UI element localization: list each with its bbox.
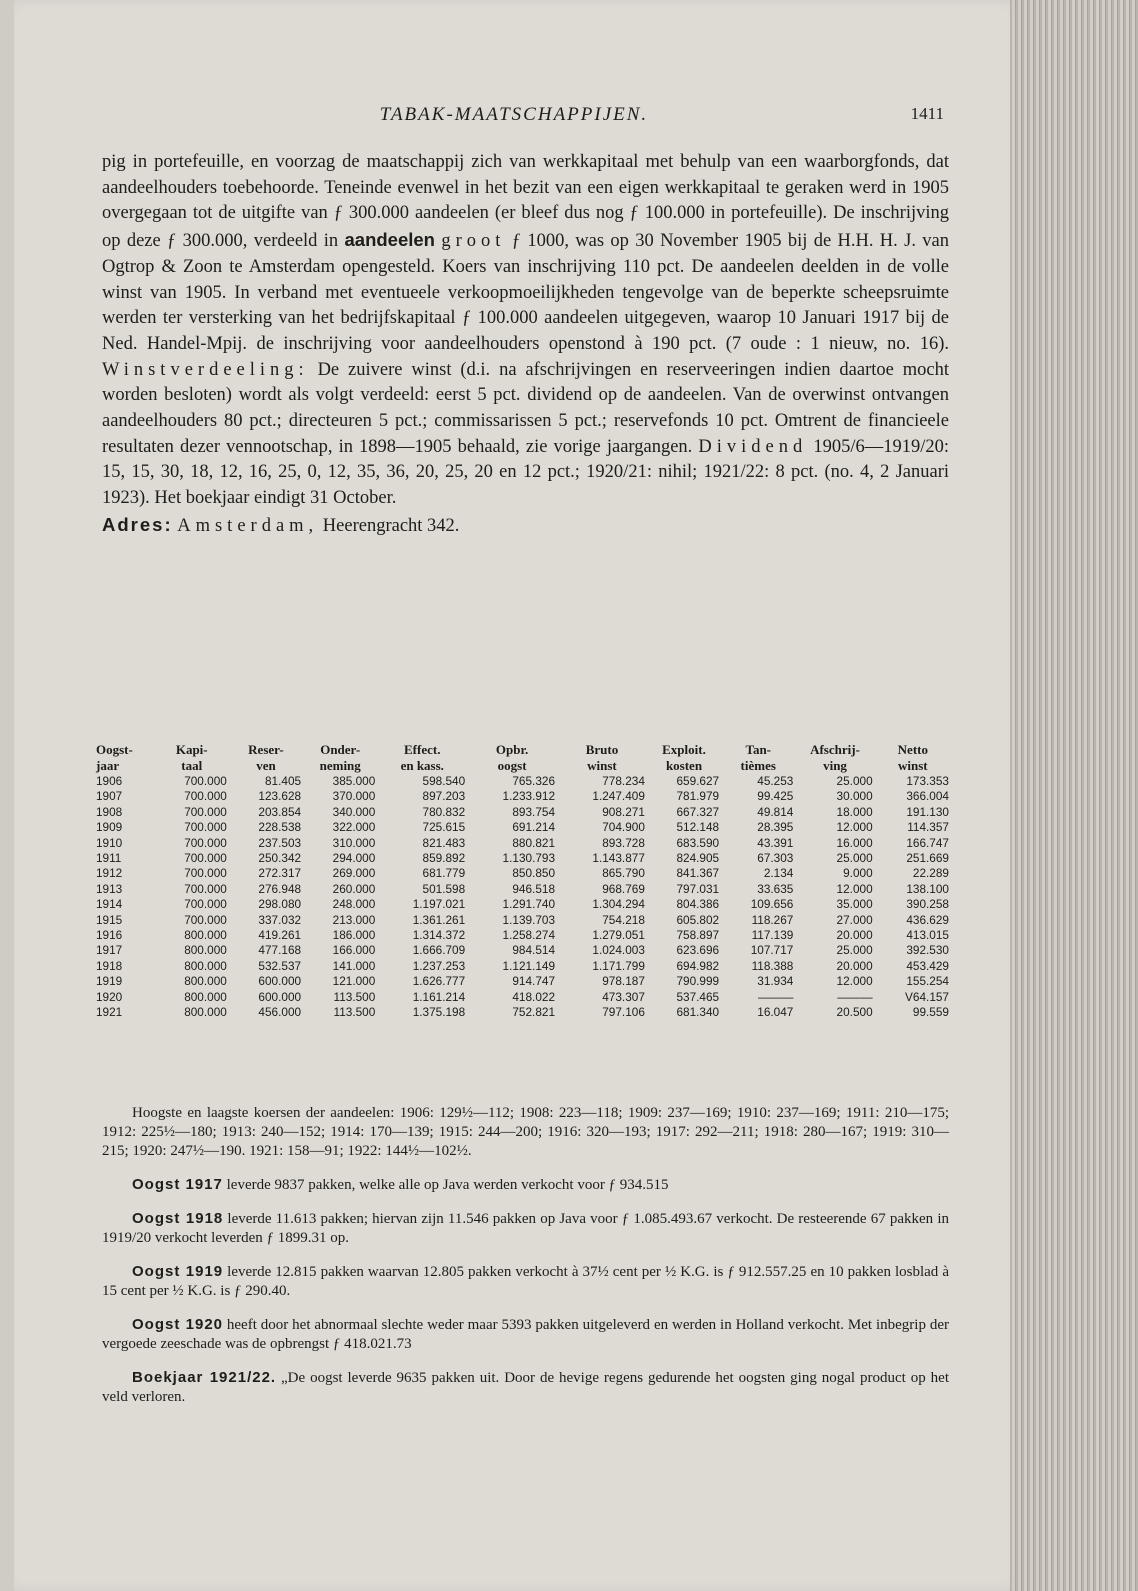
running-title: TABAK-MAATSCHAPPIJEN. bbox=[379, 104, 649, 125]
koersen-note: Hoogste en laagste koersen der aandeelen: 1906: 129½—112; 1908: 223—118; 1909: 237—169; 1910: 237—169; 1911: 210—175; 1912: 225½—180; 1913: 240—152; 1914: 170—139; 1915: 244—200; 1916: 320—193; 1917: 292—211; 1918: 280—167; 1919: 310—215; 1920: 247½—190. 1921: 158—91; 1922: 144½—102½. bbox=[102, 1105, 949, 1159]
table-cell: 294.000 bbox=[332, 851, 376, 866]
notes-section bbox=[102, 1104, 949, 1421]
col-header: Reser- bbox=[248, 742, 284, 757]
table-cell: 340.000 bbox=[332, 804, 376, 819]
table-cell: 118.267 bbox=[751, 912, 794, 927]
table-cell: 113.500 bbox=[333, 989, 376, 1004]
table-cell: 1.375.198 bbox=[412, 1005, 466, 1020]
table-cell: 758.897 bbox=[676, 928, 720, 943]
adres-label: Adres: bbox=[102, 513, 173, 535]
table-cell: 191.130 bbox=[906, 804, 949, 819]
table-cell: 683.590 bbox=[676, 835, 720, 850]
table-row bbox=[96, 1005, 951, 1020]
table-cell: V64.157 bbox=[905, 989, 949, 1004]
table-cell: 322.000 bbox=[332, 820, 376, 835]
table-cell: ——— bbox=[837, 989, 873, 1004]
table-cell: 1.121.149 bbox=[502, 958, 556, 973]
table-cell: 700.000 bbox=[184, 881, 227, 896]
table-cell: 859.892 bbox=[422, 851, 466, 866]
boekjaar-note bbox=[102, 1368, 949, 1407]
table-cell: 700.000 bbox=[184, 897, 227, 912]
table-cell: 897.203 bbox=[422, 789, 466, 804]
table-cell: 1.304.294 bbox=[592, 897, 645, 912]
table-cell: 681.779 bbox=[422, 866, 466, 881]
table-cell: 754.218 bbox=[602, 912, 645, 927]
table-cell: 790.999 bbox=[676, 974, 720, 989]
table-cell: 20.500 bbox=[836, 1005, 873, 1020]
table-cell: 260.000 bbox=[332, 881, 376, 896]
table-cell: 453.429 bbox=[906, 958, 949, 973]
table-row bbox=[96, 820, 951, 835]
table-cell: 28.395 bbox=[757, 820, 794, 835]
text-part-a: pig in portefeuille, en voorzag de maatschappij zich van werkkapitaal met behulp van een waarborgfonds, dat aandeelhouders toebehoorde. Teneinde evenwel in het bezit van een eigen werkkapitaal te geraken werd in 1905 overgegaan tot de uitgifte van ƒ 300.000 aandeelen (er bleef dus nog ƒ 100.000 in portefeuille). De inschrijving op deze ƒ 300.000, verdeeld in bbox=[102, 152, 949, 252]
table-cell: 1.139.703 bbox=[502, 912, 556, 927]
table-cell: 35.000 bbox=[836, 897, 873, 912]
table-cell: 1909 bbox=[96, 820, 123, 835]
table-cell: 413.015 bbox=[906, 928, 949, 943]
table-cell: 109.656 bbox=[750, 897, 794, 912]
page-edge bbox=[1010, 0, 1138, 1591]
table-cell: 691.214 bbox=[512, 820, 556, 835]
table-row bbox=[96, 866, 951, 881]
table-cell: 908.271 bbox=[602, 804, 645, 819]
table-cell: 1906 bbox=[96, 774, 123, 788]
table-cell: 107.717 bbox=[750, 943, 794, 958]
table-cell: 2.134 bbox=[763, 866, 794, 881]
table-cell: 118.388 bbox=[751, 958, 794, 973]
table-cell: 865.790 bbox=[602, 866, 645, 881]
table-cell: 1916 bbox=[96, 928, 123, 943]
table-cell: 337.032 bbox=[258, 912, 302, 927]
table-cell: 700.000 bbox=[184, 912, 227, 927]
table-cell: 681.340 bbox=[676, 1005, 720, 1020]
text-part-d: 1905/6—1919/20: 15, 15, 30, 18, 12, 16, 25, 0, 12, 35, 36, 20, 25, 20 en 12 pct.; 1920/21: nihil; 1921/22: 8 pct. (no. 4, 2 Januari 1923). Het boekjaar eindigt 31 October. bbox=[102, 436, 950, 509]
table-cell: 25.000 bbox=[836, 943, 873, 958]
table-cell: 501.598 bbox=[422, 881, 466, 896]
table-row bbox=[96, 974, 951, 989]
table-cell: 173.353 bbox=[906, 774, 949, 788]
table-row bbox=[96, 943, 951, 958]
table-cell: 797.106 bbox=[602, 1005, 645, 1020]
table-cell: 800.000 bbox=[184, 989, 227, 1004]
table-cell: 114.357 bbox=[907, 820, 949, 835]
table-cell: 978.187 bbox=[602, 974, 645, 989]
table-cell: 700.000 bbox=[184, 774, 227, 788]
table-cell: 237.503 bbox=[258, 835, 302, 850]
table-cell: 16.000 bbox=[836, 835, 873, 850]
table-cell: 12.000 bbox=[836, 820, 873, 835]
table-cell: 9.000 bbox=[843, 866, 873, 881]
table-cell: 392.530 bbox=[906, 943, 949, 958]
table-cell: 473.307 bbox=[602, 989, 645, 1004]
oogst-1919-text: leverde 12.815 pakken waarvan 12.805 pakken verkocht à 37½ cent per ½ K.G. is ƒ 912.557.25 en 10 pakken losblad à 15 cent per ½ K.G. is ƒ 290.40. bbox=[102, 1264, 949, 1299]
table-cell: 700.000 bbox=[184, 866, 227, 881]
table-cell: 456.000 bbox=[258, 1005, 302, 1020]
table-cell: 81.405 bbox=[264, 774, 302, 788]
table-cell: 800.000 bbox=[184, 974, 227, 989]
table-cell: 1.258.274 bbox=[502, 928, 556, 943]
table-cell: 667.327 bbox=[676, 804, 720, 819]
table-cell: 12.000 bbox=[836, 974, 873, 989]
table-cell: 1.279.051 bbox=[592, 928, 645, 943]
table-cell: 598.540 bbox=[422, 774, 466, 788]
table-cell: 700.000 bbox=[184, 851, 227, 866]
table-cell: 1921 bbox=[96, 1005, 123, 1020]
table-cell: 800.000 bbox=[184, 928, 227, 943]
table-cell: 1.626.777 bbox=[412, 974, 466, 989]
table-cell: 272.317 bbox=[258, 866, 302, 881]
table-cell: 1.197.021 bbox=[412, 897, 466, 912]
table-cell: 512.148 bbox=[676, 820, 720, 835]
table-body bbox=[96, 774, 951, 1021]
table-cell: 228.538 bbox=[258, 820, 302, 835]
oogst-1917-label: Oogst 1917 bbox=[132, 1176, 223, 1193]
table-cell: 276.948 bbox=[258, 881, 302, 896]
table-cell: 880.821 bbox=[512, 835, 556, 850]
page-number: 1411 bbox=[910, 104, 944, 123]
table-cell: 385.000 bbox=[332, 774, 376, 788]
table-cell: 419.261 bbox=[258, 928, 302, 943]
table-cell: 600.000 bbox=[258, 974, 302, 989]
text-part-c: De zuivere winst (d.i. na afschrijvingen en reserveeringen indien daartoe mocht worden besloten) wordt als volgt verdeeld: eerst 5 pct. dividend op de aandeelen. Van de overwinst ontvangen aandeelhouders 80 pct.; directeuren 5 pct.; commissarissen 5 pct.; reservefonds 10 pct. Omtrent de financieele resultaten dezer vennootschap, in 1898—1905 behaald, zie vorige jaargangen. bbox=[102, 359, 949, 457]
table-cell: 800.000 bbox=[184, 943, 227, 958]
table-cell: 804.386 bbox=[676, 897, 720, 912]
table-cell: 1.024.003 bbox=[592, 943, 645, 958]
aandeelen-label: aandeelen bbox=[344, 229, 435, 251]
col-header: Bruto bbox=[585, 742, 619, 757]
col-header: Oogst- bbox=[96, 742, 133, 757]
table-cell: 1915 bbox=[96, 912, 123, 927]
oogst-1919-label: Oogst 1919 bbox=[132, 1263, 224, 1280]
table-cell: 700.000 bbox=[184, 820, 227, 835]
col-header: Kapi- bbox=[175, 742, 208, 757]
table-cell: 1911 bbox=[96, 851, 122, 866]
col-header: ving bbox=[823, 758, 847, 773]
col-header: kosten bbox=[665, 758, 703, 773]
table-cell: 123.628 bbox=[258, 789, 302, 804]
table-cell: 213.000 bbox=[332, 912, 376, 927]
table-cell: 537.465 bbox=[676, 989, 720, 1004]
col-header: oogst bbox=[497, 758, 527, 773]
table-cell: 99.425 bbox=[757, 789, 794, 804]
table-row bbox=[96, 805, 951, 820]
table-cell: 418.022 bbox=[512, 989, 556, 1004]
table-row bbox=[96, 789, 951, 804]
table-cell: 248.000 bbox=[332, 897, 376, 912]
table-cell: 43.391 bbox=[757, 835, 794, 850]
table-cell: 269.000 bbox=[332, 866, 376, 881]
table-row bbox=[96, 990, 951, 1005]
table-cell: 841.367 bbox=[676, 866, 720, 881]
table-cell: 704.900 bbox=[602, 820, 645, 835]
table-row bbox=[96, 959, 951, 974]
table-cell: 1.314.372 bbox=[412, 928, 466, 943]
col-header: tièmes bbox=[740, 758, 776, 773]
table-cell: 700.000 bbox=[184, 804, 227, 819]
table-cell: 984.514 bbox=[512, 943, 556, 958]
table-cell: 800.000 bbox=[184, 1005, 227, 1020]
table-cell: 16.047 bbox=[757, 1005, 794, 1020]
table-cell: 1.247.409 bbox=[592, 789, 645, 804]
table-row bbox=[96, 836, 951, 851]
table-cell: 49.814 bbox=[757, 804, 794, 819]
oogst-1920-note bbox=[102, 1315, 949, 1354]
table-cell: 725.615 bbox=[422, 820, 466, 835]
table-cell: 1914 bbox=[96, 897, 123, 912]
book-page bbox=[14, 0, 1024, 1591]
table-cell: 1917 bbox=[96, 943, 123, 958]
table-cell: 366.004 bbox=[906, 789, 949, 804]
table-cell: 800.000 bbox=[184, 958, 227, 973]
table-cell: 27.000 bbox=[836, 912, 873, 927]
oogst-1919-note bbox=[102, 1262, 949, 1301]
table-cell: 700.000 bbox=[184, 789, 227, 804]
table-cell: 33.635 bbox=[757, 881, 794, 896]
table-cell: 1.666.709 bbox=[412, 943, 466, 958]
table-cell: 30.000 bbox=[836, 789, 873, 804]
table-cell: 824.905 bbox=[676, 851, 720, 866]
oogst-1917-note bbox=[102, 1175, 949, 1195]
table-cell: 12.000 bbox=[836, 881, 873, 896]
table-cell: 141.000 bbox=[332, 958, 376, 973]
table-cell: 1.161.214 bbox=[412, 989, 466, 1004]
winstverdeeling-label: Winstverdeeling: bbox=[102, 359, 309, 380]
oogst-1918-note bbox=[102, 1209, 949, 1248]
table-cell: 1910 bbox=[96, 835, 123, 850]
table-cell: 821.483 bbox=[422, 835, 466, 850]
col-header: winst bbox=[587, 758, 617, 773]
table-row bbox=[96, 897, 951, 912]
table-row bbox=[96, 928, 951, 943]
table-cell: 968.769 bbox=[602, 881, 645, 896]
col-header: winst bbox=[898, 758, 928, 773]
table-cell: 893.728 bbox=[602, 835, 645, 850]
page-header bbox=[84, 104, 944, 134]
table-cell: 25.000 bbox=[836, 774, 873, 788]
oogst-1917-text: leverde 9837 pakken, welke alle op Java werden verkocht voor ƒ 934.515 bbox=[222, 1177, 669, 1193]
table-cell: 20.000 bbox=[836, 928, 873, 943]
col-header: taal bbox=[181, 758, 203, 773]
table-cell: 1913 bbox=[96, 881, 123, 896]
table-cell: 914.747 bbox=[512, 974, 556, 989]
col-header: Opbr. bbox=[495, 742, 529, 757]
financial-table bbox=[96, 742, 951, 1021]
table-cell: 20.000 bbox=[836, 958, 873, 973]
table-cell: 1.291.740 bbox=[502, 897, 556, 912]
table-cell: 1.143.877 bbox=[592, 851, 645, 866]
table-cell: 99.559 bbox=[912, 1005, 949, 1020]
table-row bbox=[96, 851, 951, 866]
table-row bbox=[96, 913, 951, 928]
table-cell: 778.234 bbox=[602, 774, 645, 788]
table-cell: 477.168 bbox=[258, 943, 302, 958]
adres-city: Amsterdam, bbox=[177, 515, 319, 536]
table-cell: ——— bbox=[757, 989, 794, 1004]
col-header: en kass. bbox=[400, 758, 444, 773]
dividend-label: Dividend bbox=[698, 436, 808, 457]
table-cell: 1920 bbox=[96, 989, 123, 1004]
table-cell: 203.854 bbox=[258, 804, 302, 819]
table-cell: 117.139 bbox=[751, 928, 794, 943]
table-cell: 781.979 bbox=[676, 789, 720, 804]
table-row bbox=[96, 774, 951, 789]
boekjaar-label: Boekjaar 1921/22. bbox=[132, 1369, 277, 1386]
groot-label: groot bbox=[441, 231, 506, 252]
table-cell: 694.982 bbox=[676, 958, 720, 973]
col-header: Netto bbox=[897, 742, 928, 757]
table-cell: 436.629 bbox=[906, 912, 949, 927]
oogst-1918-label: Oogst 1918 bbox=[132, 1210, 224, 1227]
table-cell: 850.850 bbox=[512, 866, 556, 881]
table-cell: 31.934 bbox=[757, 974, 794, 989]
table-cell: 22.289 bbox=[912, 866, 949, 881]
table-cell: 623.696 bbox=[676, 943, 720, 958]
table-cell: 121.000 bbox=[332, 974, 376, 989]
table-cell: 1912 bbox=[96, 866, 123, 881]
table-header-row-1 bbox=[96, 742, 951, 758]
table-cell: 946.518 bbox=[512, 881, 556, 896]
table-cell: 659.627 bbox=[676, 774, 720, 788]
table-cell: 250.342 bbox=[258, 851, 302, 866]
col-header: Onder- bbox=[320, 742, 361, 757]
table-cell: 1908 bbox=[96, 804, 123, 819]
oogst-1920-text: heeft door het abnormaal slechte weder maar 5393 pakken uitgeleverd en werden in Holland verkocht. Met inbegrip der vergoede zeeschade was de opbrengst ƒ 418.021.73 bbox=[102, 1317, 949, 1352]
table-cell: 1.171.799 bbox=[592, 958, 645, 973]
table-cell: 113.500 bbox=[333, 1005, 376, 1020]
adres-street: Heerengracht 342. bbox=[318, 515, 460, 536]
oogst-1918-text: leverde 11.613 pakken; hiervan zijn 11.546 pakken op Java voor ƒ 1.085.493.67 verkocht. De resteerende 67 pakken in 1919/20 verkocht leverden ƒ 1899.31 op. bbox=[102, 1211, 949, 1246]
oogst-1920-label: Oogst 1920 bbox=[132, 1316, 224, 1333]
table-cell: 600.000 bbox=[258, 989, 302, 1004]
table-cell: 298.080 bbox=[258, 897, 302, 912]
col-header: Effect. bbox=[404, 742, 441, 757]
table-cell: 1.130.793 bbox=[502, 851, 556, 866]
table-cell: 1.361.261 bbox=[412, 912, 466, 927]
table-cell: 797.031 bbox=[676, 881, 720, 896]
table-cell: 18.000 bbox=[836, 804, 873, 819]
table-cell: 370.000 bbox=[332, 789, 376, 804]
text-part-b: ƒ 1000, was op 30 November 1905 bij de H.H. H. J. van Ogtrop & Zoon te Amsterdam opengesteld. Koers van inschrijving 110 pct. De aandeelen deelden in de volle winst van 1905. In verband met eventueele verkoopmoeilijkheden tengevolge van de beperkte scheepsruimte werden ter versterking van het bedrijfskapitaal ƒ 100.000 aandeelen uitgegeven, waarop 10 Januari 1917 bij de Ned. Handel-Mpij. de inschrijving voor aandeelhouders openstond à 190 pct. (7 oude : 1 nieuw, no. 16). bbox=[102, 231, 950, 354]
table-cell: 1.233.912 bbox=[502, 789, 556, 804]
table-cell: 45.253 bbox=[757, 774, 794, 788]
table-cell: 605.802 bbox=[676, 912, 720, 927]
col-header: Afschrij- bbox=[810, 742, 860, 757]
table-cell: 1918 bbox=[96, 958, 123, 973]
table-cell: 765.326 bbox=[512, 774, 556, 788]
boekjaar-text: „De oogst leverde 9635 pakken uit. Door de hevige regens gedurende het oogsten ging nogal product op het veld verloren. bbox=[102, 1370, 949, 1405]
table-cell: 390.258 bbox=[906, 897, 949, 912]
table-cell: 25.000 bbox=[836, 851, 873, 866]
table-cell: 752.821 bbox=[512, 1005, 556, 1020]
table-cell: 1907 bbox=[96, 789, 123, 804]
table-cell: 67.303 bbox=[757, 851, 794, 866]
table-header-row-2 bbox=[96, 758, 951, 774]
table-cell: 700.000 bbox=[184, 835, 227, 850]
col-header: neming bbox=[319, 758, 361, 773]
table-row bbox=[96, 882, 951, 897]
table-cell: 166.000 bbox=[332, 943, 376, 958]
col-header: ven bbox=[256, 758, 276, 773]
table-cell: 893.754 bbox=[512, 804, 556, 819]
table-cell: 138.100 bbox=[906, 881, 949, 896]
table-cell: 251.669 bbox=[906, 851, 949, 866]
table-cell: 780.832 bbox=[422, 804, 466, 819]
col-header: Exploit. bbox=[662, 742, 706, 757]
table-cell: 186.000 bbox=[332, 928, 376, 943]
table-cell: 532.537 bbox=[258, 958, 302, 973]
table-cell: 310.000 bbox=[332, 835, 376, 850]
col-header: Tan- bbox=[745, 742, 772, 757]
main-paragraph bbox=[102, 150, 949, 540]
table-cell: 1.237.253 bbox=[412, 958, 466, 973]
table-cell: 166.747 bbox=[906, 835, 949, 850]
table-cell: 155.254 bbox=[906, 974, 949, 989]
col-header: jaar bbox=[96, 758, 120, 773]
table-cell: 1919 bbox=[96, 974, 123, 989]
